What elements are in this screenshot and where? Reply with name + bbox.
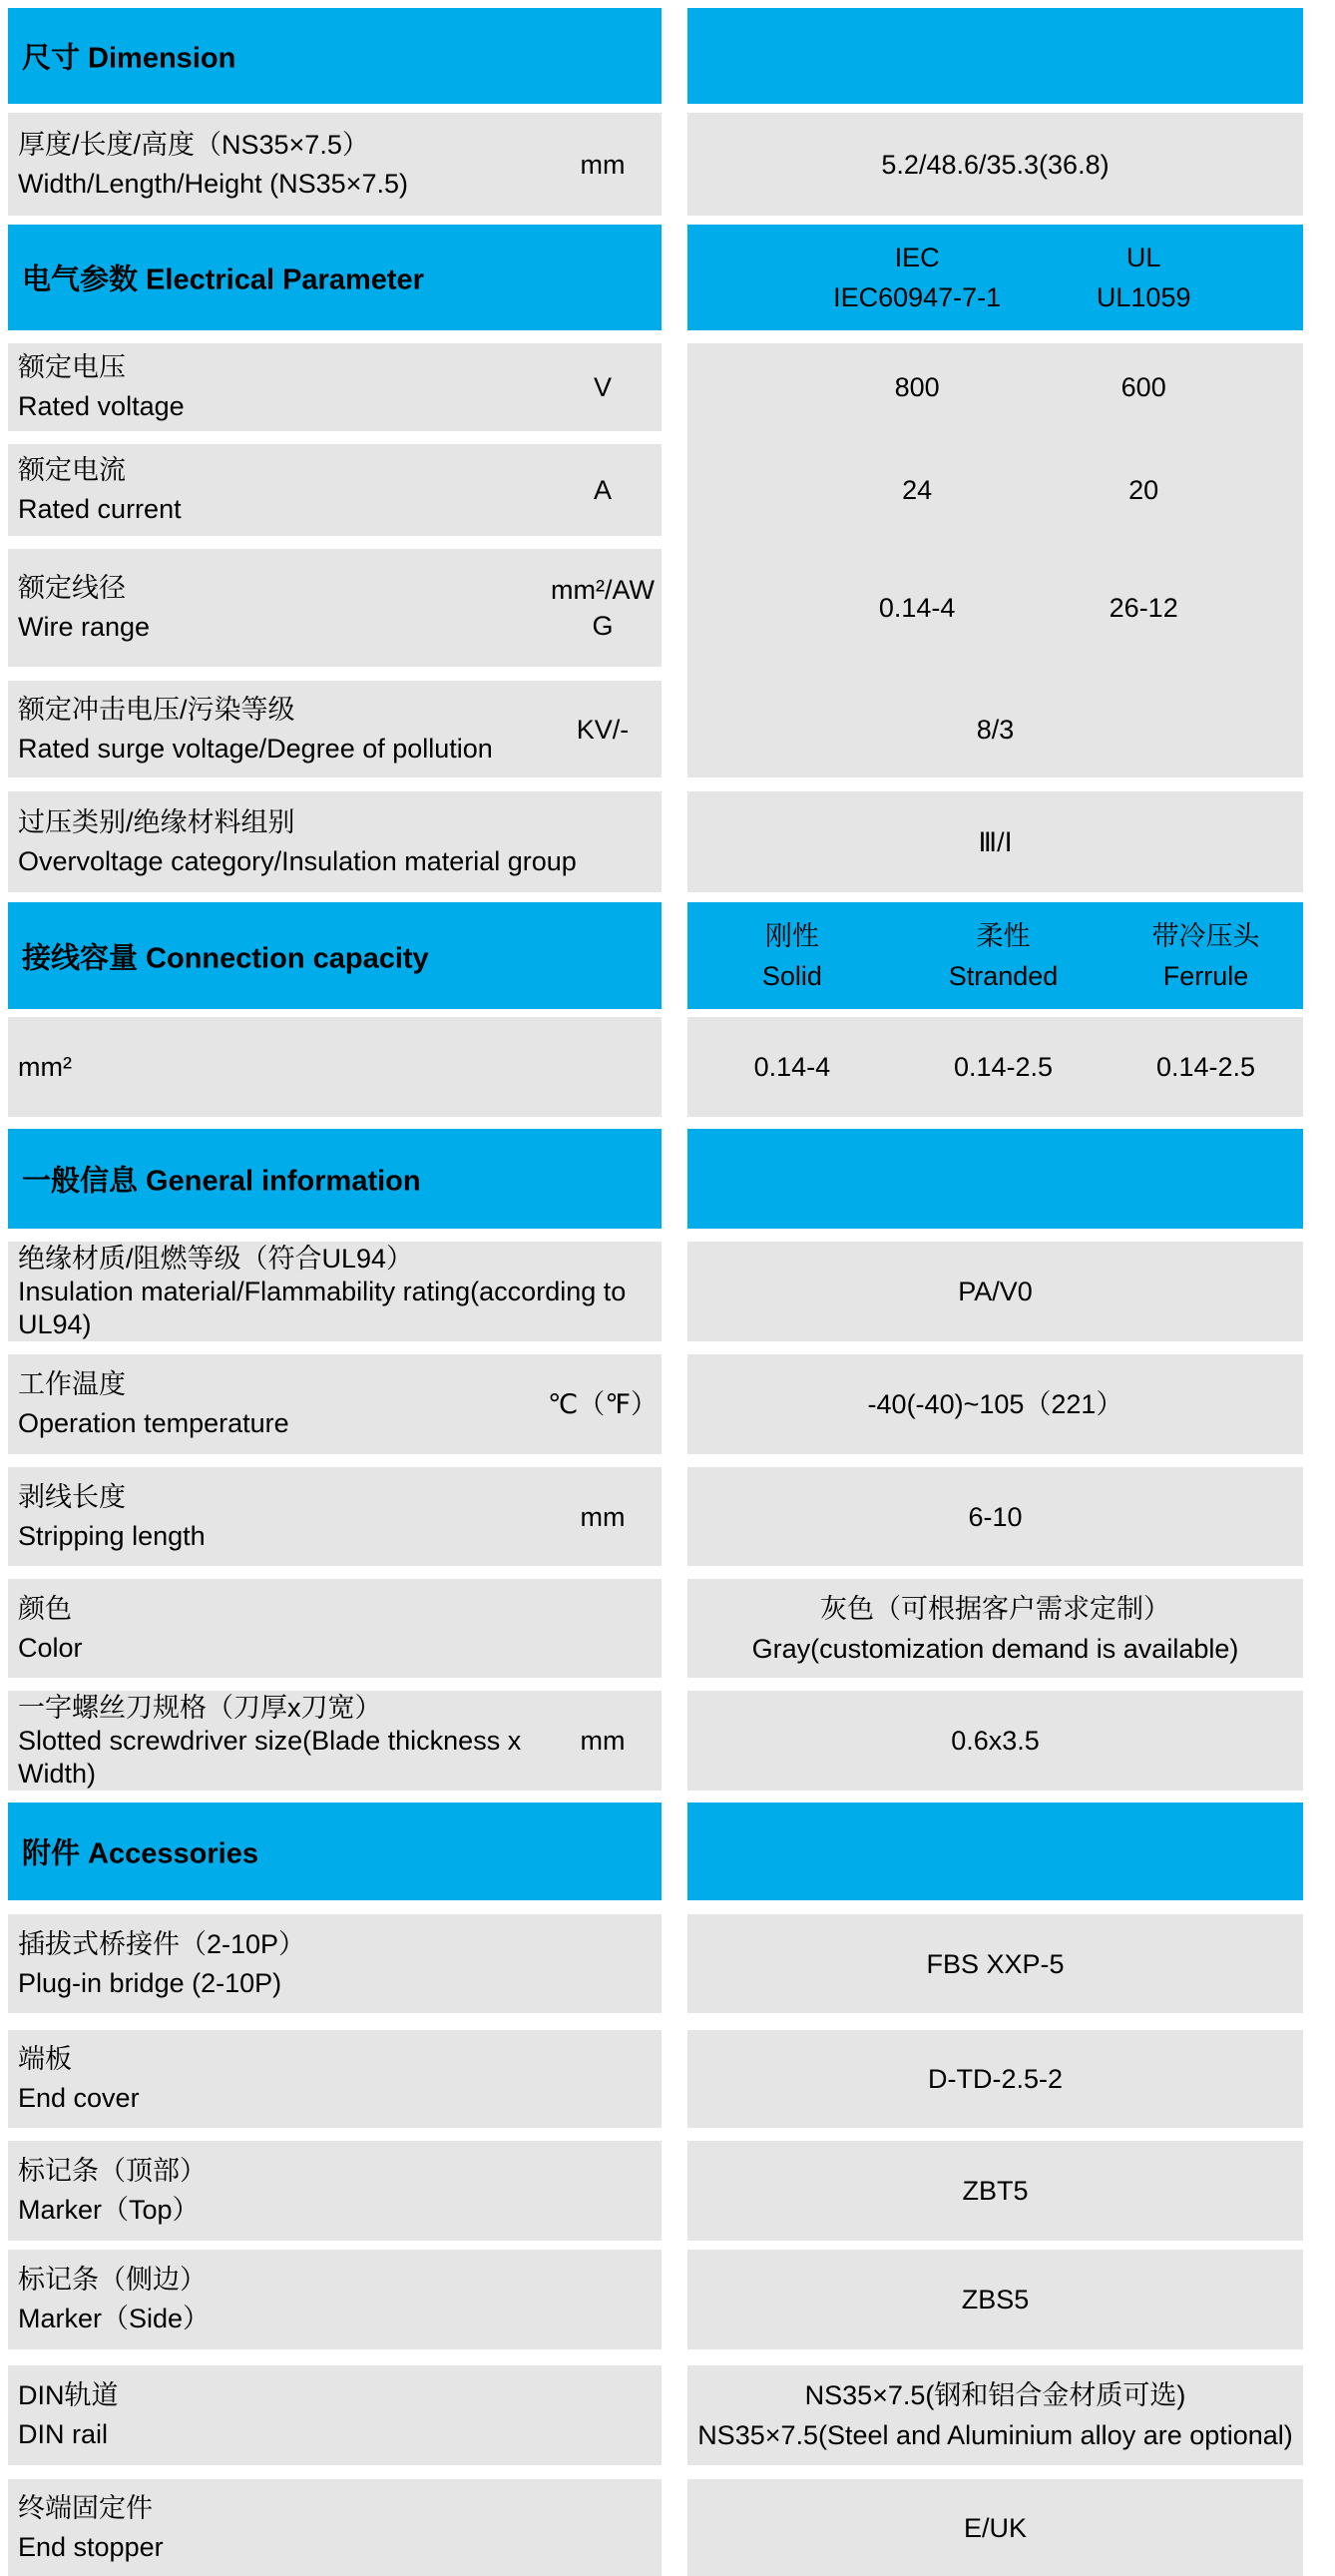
row-wire-range — [8, 549, 1335, 667]
row-label — [18, 2152, 662, 2230]
row-label — [18, 2261, 662, 2338]
row-unit: mm — [580, 1501, 626, 1532]
row-value-cell — [687, 1579, 1303, 1678]
row-value-line2: NS35×7.5(Steel and Aluminium alloy are optional) — [697, 2420, 1293, 2450]
row-label-en: Marker（Side） — [18, 2304, 211, 2333]
column-header-iec — [833, 238, 1001, 317]
column-header-ul — [1097, 238, 1191, 317]
column-header-solid — [762, 916, 822, 996]
row-value: ZBS5 — [961, 2285, 1030, 2315]
row-label-en: End cover — [18, 2083, 140, 2113]
row-value-cell — [687, 681, 1303, 777]
row-label-zh: 过压类别/绝缘材料组别 — [18, 806, 295, 837]
row-label-cell — [8, 1691, 662, 1791]
column-header-line2: Solid — [761, 960, 822, 991]
row-value-cell — [687, 2479, 1303, 2576]
row-label-cell — [8, 1914, 662, 2013]
row-unit: mm — [580, 1726, 626, 1756]
row-label-en: Insulation material/Flammability rating(according to UL94) — [18, 1276, 627, 1339]
row-label-zh: 厚度/长度/高度（NS35×7.5） — [18, 129, 369, 160]
section-title-cell — [8, 902, 662, 1009]
row-value-cell — [687, 113, 1303, 216]
row-label — [18, 451, 544, 529]
standards-columns — [687, 225, 1303, 330]
row-value-cell — [687, 2250, 1303, 2349]
row-value-cell — [687, 549, 1303, 667]
row-label-en: Rated voltage — [18, 391, 185, 421]
section-header-dimension — [8, 8, 1335, 104]
row-label — [18, 2040, 662, 2118]
row-connection-capacity — [8, 1017, 1335, 1117]
row-value-cell — [687, 2030, 1303, 2128]
section-header-general — [8, 1129, 1335, 1229]
row-label-en: Overvoltage category/Insulation material group — [18, 845, 577, 876]
column-header-line2: Ferrule — [1162, 960, 1249, 991]
row-unit: ℃（℉） — [547, 1389, 659, 1419]
column-header-ferrule — [1152, 916, 1260, 996]
row-value-cell — [687, 1467, 1303, 1566]
row-unit: V — [593, 372, 612, 402]
row-color — [8, 1579, 1335, 1678]
section-header-spacer — [687, 1803, 1303, 1900]
row-dimension — [8, 113, 1335, 216]
row-value: 0.6x3.5 — [951, 1726, 1040, 1756]
row-unit: A — [593, 475, 612, 505]
row-value: FBS XXP-5 — [926, 1948, 1065, 1979]
row-value: 8/3 — [976, 714, 1015, 745]
row-value-cell — [687, 444, 1303, 536]
value-iec: 24 — [902, 475, 933, 505]
row-label-cell — [8, 1467, 662, 1566]
section-title-cell — [8, 8, 662, 104]
section-title: 一般信息 General information — [22, 1165, 421, 1198]
row-label-en: Rated surge voltage/Degree of pollution — [18, 733, 493, 764]
row-label-cell — [8, 791, 662, 892]
row-label-en: Operation temperature — [18, 1408, 289, 1438]
value-stranded: 0.14-2.5 — [953, 1052, 1054, 1082]
row-label-en: End stopper — [18, 2532, 164, 2562]
row-value-cell — [687, 1242, 1303, 1341]
row-label-cell — [8, 1579, 662, 1678]
row-surge-voltage — [8, 681, 1335, 777]
row-value-cell — [687, 1017, 1303, 1117]
row-end-stopper — [8, 2479, 1335, 2576]
row-label — [18, 803, 662, 881]
value-iec: 800 — [894, 372, 940, 402]
section-header-connection — [8, 902, 1335, 1009]
row-label — [18, 569, 544, 647]
row-marker-top — [8, 2141, 1335, 2241]
row-label — [18, 1478, 544, 1556]
column-header-line2: Stranded — [948, 960, 1059, 991]
row-label-cell — [8, 444, 662, 536]
row-value: 6-10 — [968, 1501, 1023, 1532]
row-insulation-material — [8, 1242, 1335, 1341]
row-overvoltage-category — [8, 791, 1335, 892]
row-label-zh: 额定线径 — [18, 573, 126, 603]
row-label-en: Width/Length/Height (NS35×7.5) — [18, 168, 408, 199]
row-label-zh: 工作温度 — [18, 1369, 126, 1399]
row-value: 5.2/48.6/35.3(36.8) — [881, 149, 1110, 180]
row-unit: KV/- — [576, 714, 630, 745]
row-value-cell — [687, 1354, 1303, 1454]
row-label-zh: 终端固定件 — [18, 2493, 153, 2523]
value-solid: 0.14-4 — [753, 1052, 831, 1082]
section-title: 附件 Accessories — [22, 1837, 258, 1870]
row-unit: mm — [580, 149, 626, 180]
row-label-cell — [8, 113, 662, 216]
row-label-zh: 标记条（侧边） — [18, 2265, 207, 2295]
row-operation-temperature — [8, 1354, 1335, 1454]
section-title-cell — [8, 1129, 662, 1229]
value-ul: 600 — [1120, 372, 1166, 402]
row-value: E/UK — [963, 2513, 1028, 2543]
column-header-line2: UL1059 — [1096, 282, 1191, 312]
row-label-zh: mm² — [18, 1051, 72, 1082]
row-label — [18, 2376, 662, 2454]
column-header-line1: 刚性 — [764, 920, 819, 951]
row-label-cell — [8, 2479, 662, 2576]
row-label-cell — [8, 681, 662, 777]
section-header-accessories — [8, 1803, 1335, 1900]
row-label-en: DIN rail — [18, 2419, 109, 2449]
row-value-cell — [687, 2141, 1303, 2241]
row-label-en: Stripping length — [18, 1520, 206, 1551]
row-label — [18, 126, 544, 204]
row-label-zh: 端板 — [18, 2044, 72, 2074]
row-value-cell — [687, 343, 1303, 431]
row-unit: mm²/AW​G — [551, 575, 655, 641]
row-label-cell — [8, 2365, 662, 2465]
row-label — [18, 1048, 662, 1087]
row-label-zh: 颜色 — [18, 1593, 72, 1624]
row-value-cell — [687, 2365, 1303, 2465]
section-title: 尺寸 Dimension — [22, 42, 236, 75]
row-label-en: Color — [18, 1632, 83, 1663]
row-label-zh: 绝缘材质/阻燃等级（符合UL94） — [18, 1243, 414, 1274]
value-iec: 0.14-4 — [878, 593, 956, 623]
row-value-cell — [687, 1914, 1303, 2013]
row-label-cell — [8, 1017, 662, 1117]
row-value: PA/V0 — [958, 1277, 1033, 1306]
row-label — [18, 691, 544, 769]
row-label-en: Plug-in bridge (2-10P) — [18, 1967, 282, 1998]
row-label-zh: 额定冲击电压/污染等级 — [18, 694, 295, 725]
row-din-rail — [8, 2365, 1335, 2465]
row-value-cell — [687, 791, 1303, 892]
section-header-electrical — [8, 225, 1335, 330]
row-value: ZBT5 — [962, 2176, 1029, 2206]
section-title: 接线容量 Connection capacity — [22, 942, 429, 974]
row-screwdriver-size — [8, 1691, 1335, 1791]
row-label — [18, 1692, 544, 1791]
row-label-zh: 标记条（顶部） — [18, 2156, 207, 2186]
row-rated-voltage — [8, 343, 1335, 431]
column-header-stranded — [949, 916, 1059, 996]
row-label — [18, 2489, 662, 2567]
row-marker-side — [8, 2250, 1335, 2349]
row-label — [18, 1590, 662, 1668]
column-header-line1: IEC — [894, 243, 940, 272]
row-value-cell — [687, 1691, 1303, 1791]
row-rated-current — [8, 444, 1335, 536]
row-label-cell — [8, 1242, 662, 1341]
row-stripping-length — [8, 1467, 1335, 1566]
section-header-spacer — [687, 1129, 1303, 1229]
row-value — [687, 2365, 1303, 2465]
row-label-cell — [8, 2141, 662, 2241]
row-label-zh: 额定电流 — [18, 455, 126, 485]
row-label-zh: DIN轨道 — [18, 2380, 119, 2410]
section-title-cell — [8, 225, 662, 330]
row-label-cell — [8, 549, 662, 667]
value-ul: 26-12 — [1109, 593, 1178, 623]
row-end-cover — [8, 2030, 1335, 2128]
value-ferrule: 0.14-2.5 — [1155, 1052, 1256, 1082]
row-label-zh: 一字螺丝刀规格（刀厚x刀宽） — [18, 1692, 382, 1723]
conductor-columns — [687, 902, 1303, 1009]
row-label-cell — [8, 2250, 662, 2349]
section-header-spacer — [687, 8, 1303, 104]
column-header-line1: UL — [1125, 243, 1161, 272]
column-header-line1: 柔性 — [976, 920, 1031, 951]
row-label — [18, 1243, 662, 1341]
row-label — [18, 348, 544, 426]
row-value-line2: Gray(customization demand is available) — [751, 1633, 1239, 1664]
row-label — [18, 1365, 544, 1443]
row-label-en: Marker（Top） — [18, 2195, 200, 2225]
row-value — [687, 1579, 1303, 1678]
row-value: -40(-40)~105（221） — [867, 1389, 1123, 1419]
row-label-en: Rated current — [18, 494, 182, 524]
value-ul: 20 — [1128, 475, 1159, 505]
row-value: D-TD-2.5-2 — [927, 2064, 1063, 2094]
section-title: 电气参数 Electrical Parameter — [22, 263, 424, 296]
row-label-en: Wire range — [18, 612, 151, 642]
column-header-line1: 带冷压头 — [1151, 920, 1260, 951]
section-title-cell — [8, 1803, 662, 1900]
column-header-line2: IEC60947-7-1 — [833, 282, 1002, 312]
row-value: Ⅲ/Ⅰ — [978, 826, 1013, 857]
row-plug-in-bridge — [8, 1914, 1335, 2013]
row-label — [18, 1925, 662, 2003]
row-label-cell — [8, 343, 662, 431]
row-value-line1: NS35×7.5(钢和铝合金材质可选) — [804, 2380, 1186, 2410]
row-label-zh: 插拔式桥接件（2-10P） — [18, 1928, 306, 1959]
row-value-line1: 灰色（可根据客户需求定制） — [820, 1593, 1170, 1624]
row-label-cell — [8, 1354, 662, 1454]
row-label-en: Slotted screwdriver size(Blade thickness x Width) — [18, 1725, 522, 1789]
row-label-zh: 额定电压 — [18, 352, 126, 382]
row-label-zh: 剥线长度 — [18, 1481, 126, 1512]
row-label-cell — [8, 2030, 662, 2128]
